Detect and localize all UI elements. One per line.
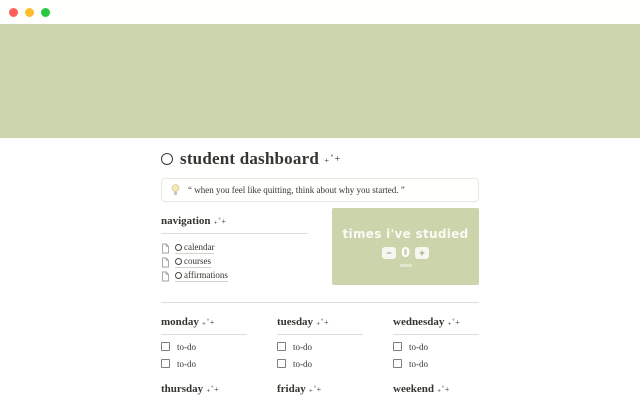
study-counter-widget — [332, 208, 479, 285]
divider — [161, 233, 308, 234]
navigation-section — [161, 215, 479, 285]
heading-sparkle-decor: ₊˚+ — [316, 318, 329, 327]
counter-increment-button[interactable]: + — [415, 247, 429, 259]
todo-checkbox[interactable] — [161, 359, 170, 368]
nav-link-label: affirmations — [184, 270, 228, 280]
divider — [161, 302, 479, 303]
todo-label: to-do — [177, 341, 196, 352]
heading-sparkle-decor: ₊˚+ — [436, 385, 450, 394]
nav-link-courses[interactable] — [161, 255, 308, 269]
title-sparkle-decor: ₊˚+ — [323, 153, 342, 165]
heading-sparkle-decor: ₊˚+ — [213, 217, 227, 226]
todo-label: to-do — [177, 358, 196, 369]
counter-value: 0 — [400, 245, 411, 261]
todo-checkbox[interactable] — [277, 359, 286, 368]
day-column-monday — [161, 316, 247, 369]
todo-label: to-do — [409, 358, 428, 369]
day-name: wednesday — [393, 316, 445, 328]
counter-decrement-button[interactable]: − — [382, 247, 396, 259]
study-counter-title: times i've studied — [342, 226, 469, 241]
todo-label: to-do — [293, 341, 312, 352]
day-name: tuesday — [277, 316, 314, 328]
day-column-tuesday — [277, 316, 363, 369]
navigation-heading-text: navigation — [161, 215, 211, 227]
page-content — [161, 149, 479, 400]
day-heading — [277, 383, 363, 395]
todo-item — [161, 341, 247, 352]
lightbulb-icon — [171, 184, 180, 196]
study-counter — [382, 246, 429, 261]
todo-checkbox[interactable] — [393, 359, 402, 368]
nav-link-label: courses — [184, 256, 211, 266]
circle-icon — [175, 272, 182, 279]
todo-label: to-do — [293, 358, 312, 369]
todo-item — [393, 341, 479, 352]
page-title: student dashboard — [180, 149, 319, 168]
nav-link-text — [175, 242, 214, 254]
todo-checkbox[interactable] — [277, 342, 286, 351]
heading-sparkle-decor: ₊˚+ — [308, 385, 322, 394]
day-heading — [393, 316, 479, 328]
divider — [277, 334, 363, 335]
day-column-weekend — [393, 383, 479, 400]
quote-text: “ when you feel like quitting, think about why you started. ” — [188, 185, 405, 195]
heading-sparkle-decor: ₊˚+ — [206, 385, 220, 394]
day-heading — [277, 316, 363, 328]
circle-icon — [175, 244, 182, 251]
day-name: friday — [277, 383, 306, 395]
day-column-thursday — [161, 383, 247, 400]
todo-item — [277, 341, 363, 352]
document-icon — [161, 257, 170, 268]
heading-sparkle-decor: ₊˚+ — [447, 318, 461, 327]
navigation-heading — [161, 215, 308, 227]
day-name: weekend — [393, 383, 434, 395]
divider — [161, 334, 247, 335]
day-column-wednesday — [393, 316, 479, 369]
navigation-column — [161, 215, 308, 285]
todo-item — [161, 358, 247, 369]
day-heading — [161, 316, 247, 328]
nav-link-label: calendar — [184, 242, 215, 252]
page-title-row — [161, 149, 479, 169]
nav-link-text — [175, 256, 211, 268]
navigation-links — [161, 241, 308, 283]
nav-link-text — [175, 270, 228, 282]
todo-checkbox[interactable] — [393, 342, 402, 351]
nav-link-calendar[interactable] — [161, 241, 308, 255]
week-section — [161, 316, 479, 400]
window-close-button[interactable] — [9, 8, 18, 17]
todo-label: to-do — [409, 341, 428, 352]
window-titlebar — [0, 0, 640, 24]
heading-sparkle-decor: ₊˚+ — [201, 318, 215, 327]
circle-icon — [175, 258, 182, 265]
day-name: monday — [161, 316, 199, 328]
nav-link-affirmations[interactable] — [161, 269, 308, 283]
todo-checkbox[interactable] — [161, 342, 170, 351]
day-heading — [393, 383, 479, 395]
counter-underline-bar — [400, 264, 412, 267]
quote-callout — [161, 178, 479, 202]
day-column-friday — [277, 383, 363, 400]
page-cover-image — [0, 24, 640, 138]
document-icon — [161, 271, 170, 282]
document-icon — [161, 243, 170, 254]
divider — [393, 334, 479, 335]
todo-item — [393, 358, 479, 369]
todo-item — [277, 358, 363, 369]
day-name: thursday — [161, 383, 204, 395]
window-zoom-button[interactable] — [41, 8, 50, 17]
day-heading — [161, 383, 247, 395]
window-minimize-button[interactable] — [25, 8, 34, 17]
page-icon-circle — [161, 153, 173, 165]
